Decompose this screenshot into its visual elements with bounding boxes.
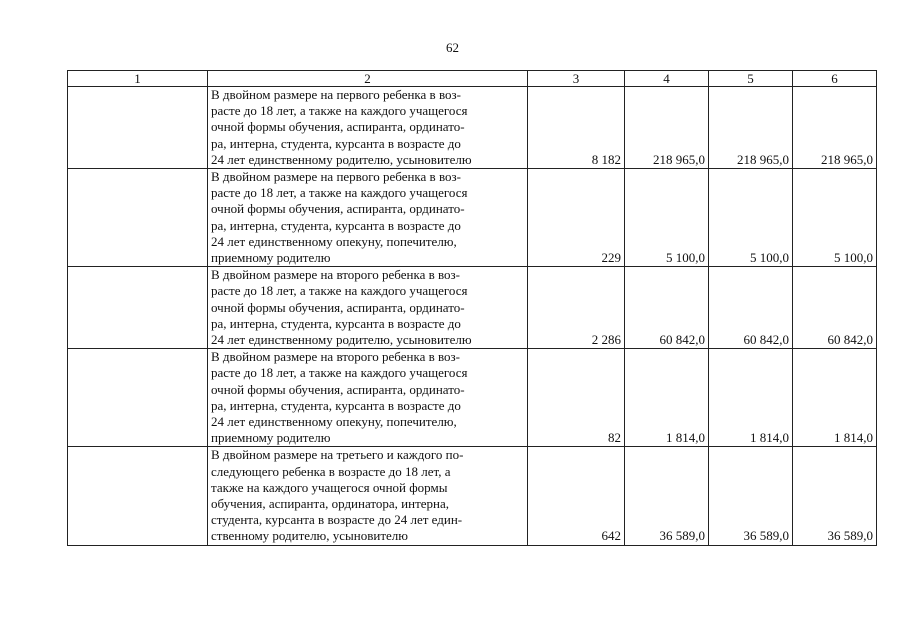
description-line: очной формы обучения, аспиранта, ординато- bbox=[211, 119, 465, 135]
description-line: обучения, аспиранта, ординатора, интерна, bbox=[211, 496, 450, 512]
description-line: ра, интерна, студента, курсанта в возрасте до bbox=[211, 397, 461, 413]
description-line: расте до 18 лет, а также на каждого учащегося bbox=[211, 283, 468, 299]
description-line: 24 лет единственному родителю, усыновителю bbox=[211, 332, 472, 348]
description-line: ра, интерна, студента, курсанта в возрасте до bbox=[211, 315, 461, 331]
amount-cell-col5: 1 814,0 bbox=[709, 349, 793, 447]
count-cell: 2 286 bbox=[528, 267, 625, 349]
column-header-3: 3 bbox=[528, 71, 625, 87]
amount-cell-col4: 5 100,0 bbox=[625, 169, 709, 267]
table-row bbox=[68, 349, 877, 447]
amount-cell-col6: 60 842,0 bbox=[793, 267, 877, 349]
description-line: ра, интерна, студента, курсанта в возрасте до bbox=[211, 217, 461, 233]
column-header-4: 4 bbox=[625, 71, 709, 87]
empty-cell bbox=[68, 169, 208, 267]
description-line: 24 лет единственному опекуну, попечителю, bbox=[211, 414, 457, 430]
amount-cell-col6: 1 814,0 bbox=[793, 349, 877, 447]
amount-cell-col6: 218 965,0 bbox=[793, 87, 877, 169]
amount-cell-col5: 218 965,0 bbox=[709, 87, 793, 169]
description-line: В двойном размере на третьего и каждого по- bbox=[211, 447, 464, 463]
amount-cell-col6: 36 589,0 bbox=[793, 447, 877, 545]
table-row bbox=[68, 267, 877, 349]
amount-cell-col5: 36 589,0 bbox=[709, 447, 793, 545]
empty-cell bbox=[68, 87, 208, 169]
count-cell: 229 bbox=[528, 169, 625, 267]
description-line: следующего ребенка в возрасте до 18 лет, а bbox=[211, 463, 451, 479]
data-table bbox=[67, 70, 877, 546]
table-row bbox=[68, 447, 877, 545]
description-line: 24 лет единственному родителю, усыновителю bbox=[211, 151, 472, 167]
description-line: очной формы обучения, аспиранта, ординато- bbox=[211, 299, 465, 315]
description-cell bbox=[208, 87, 528, 169]
description-line: 24 лет единственному опекуну, попечителю, bbox=[211, 233, 457, 249]
description-line: ственному родителю, усыновителю bbox=[211, 528, 408, 544]
description-line: расте до 18 лет, а также на каждого учащегося bbox=[211, 103, 468, 119]
description-line: расте до 18 лет, а также на каждого учащегося bbox=[211, 365, 468, 381]
description-line: очной формы обучения, аспиранта, ординато- bbox=[211, 201, 465, 217]
table-row bbox=[68, 169, 877, 267]
description-cell bbox=[208, 349, 528, 447]
page-number: 62 bbox=[446, 40, 459, 55]
description-cell bbox=[208, 169, 528, 267]
description-line: В двойном размере на второго ребенка в воз- bbox=[211, 349, 461, 365]
empty-cell bbox=[68, 447, 208, 545]
empty-cell bbox=[68, 349, 208, 447]
amount-cell-col4: 36 589,0 bbox=[625, 447, 709, 545]
column-header-5: 5 bbox=[709, 71, 793, 87]
amount-cell-col4: 1 814,0 bbox=[625, 349, 709, 447]
description-cell bbox=[208, 267, 528, 349]
description-cell bbox=[208, 447, 528, 545]
count-cell: 8 182 bbox=[528, 87, 625, 169]
description-line: приемному родителю bbox=[211, 430, 331, 446]
description-line: ра, интерна, студента, курсанта в возрасте до bbox=[211, 135, 461, 151]
description-line: очной формы обучения, аспиранта, ординато- bbox=[211, 381, 465, 397]
amount-cell-col4: 60 842,0 bbox=[625, 267, 709, 349]
description-line: В двойном размере на первого ребенка в воз- bbox=[211, 87, 461, 102]
count-cell: 642 bbox=[528, 447, 625, 545]
table-header-row bbox=[68, 71, 877, 87]
description-line: расте до 18 лет, а также на каждого учащегося bbox=[211, 185, 468, 201]
count-cell: 82 bbox=[528, 349, 625, 447]
column-header-2: 2 bbox=[208, 71, 528, 87]
amount-cell-col5: 5 100,0 bbox=[709, 169, 793, 267]
description-line: В двойном размере на первого ребенка в воз- bbox=[211, 169, 461, 185]
table-row bbox=[68, 87, 877, 169]
description-line: также на каждого учащегося очной формы bbox=[211, 479, 448, 495]
amount-cell-col5: 60 842,0 bbox=[709, 267, 793, 349]
description-line: приемному родителю bbox=[211, 250, 331, 266]
description-line: В двойном размере на второго ребенка в воз- bbox=[211, 267, 461, 283]
amount-cell-col6: 5 100,0 bbox=[793, 169, 877, 267]
column-header-1: 1 bbox=[68, 71, 208, 87]
description-line: студента, курсанта в возрасте до 24 лет един- bbox=[211, 512, 463, 528]
amount-cell-col4: 218 965,0 bbox=[625, 87, 709, 169]
empty-cell bbox=[68, 267, 208, 349]
column-header-6: 6 bbox=[793, 71, 877, 87]
